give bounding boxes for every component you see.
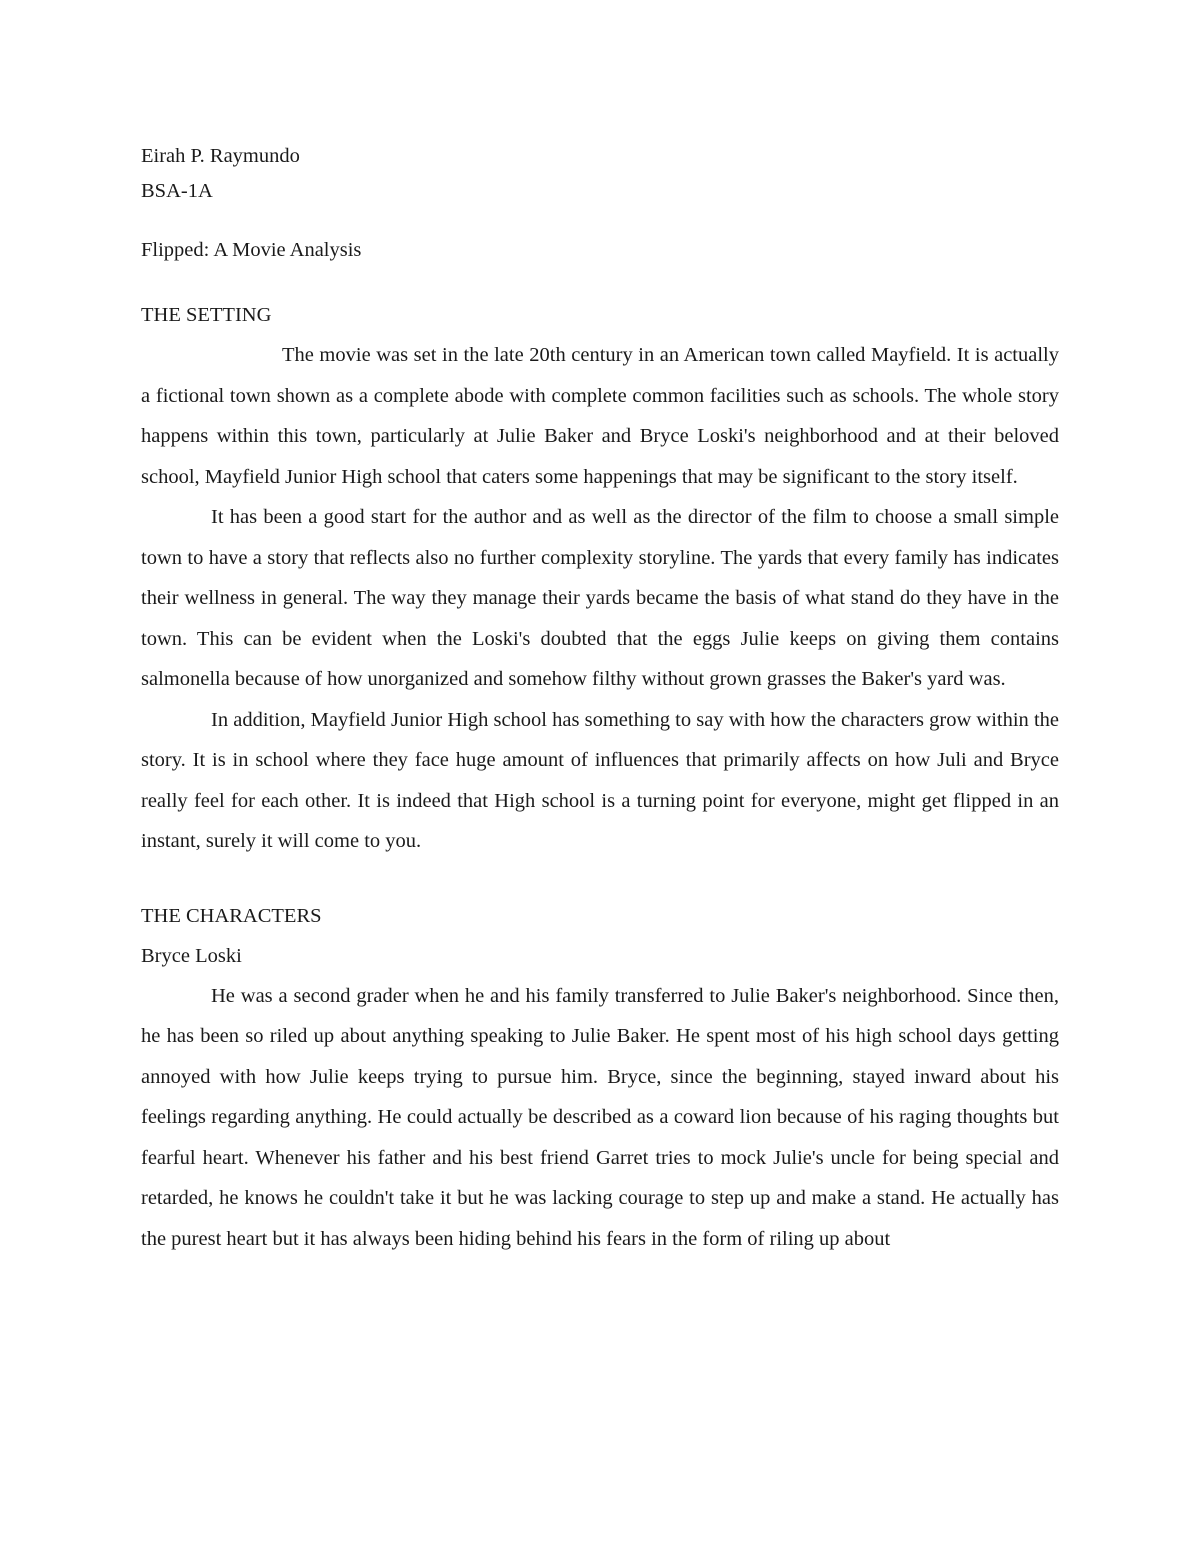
author-name: Eirah P. Raymundo: [141, 145, 300, 167]
document-page: [141, 139, 1059, 1259]
setting-heading: THE SETTING: [141, 304, 272, 326]
section-label: BSA-1A: [141, 180, 213, 202]
character-paragraph-1: He was a second grader when he and his family transferred to Julie Baker's neighborhood. Since then, he has been so riled up about anything speaking to Julie Baker. He spent most of his high school days getting annoyed with how Julie keeps trying to pursue him. Bryce, since the beginning, stayed inward about his feelings regarding anything. He could actually be described as a coward lion because of his raging thoughts but fearful heart. Whenever his father and his best friend Garret tries to mock Julie's uncle for being special and retarded, he knows he couldn't take it but he was lacking courage to step up and make a stand. He actually has the purest heart but it has always been hiding behind his fears in the form of riling up about: [141, 984, 1059, 1250]
characters-heading: THE CHARACTERS: [141, 904, 322, 927]
spacer: [141, 209, 1059, 233]
document-title: Flipped: A Movie Analysis: [141, 239, 362, 261]
setting-paragraph-3: In addition, Mayfield Junior High school has something to say with how the characters grow within the story. It is in school where they face huge amount of influences that primarily affects on how Juli and Bryce really feel for each other. It is indeed that High school is a turning point for everyone, might get flipped in an instant, surely it will come to you.: [141, 708, 1059, 852]
setting-paragraph-2: It has been a good start for the author and as well as the director of the film to choose a small simple town to have a story that reflects also no further complexity storyline. The yards that every family has indicates their wellness in general. The way they manage their yards became the basis of what stand do they have in the town. This can be evident when the Loski's doubted that the eggs Julie keeps on giving them contains salmonella because of how unorganized and somehow filthy without grown grasses the Baker's yard was.: [141, 506, 1059, 690]
character-name-bryce: Bryce Loski: [141, 944, 242, 967]
spacer: [141, 862, 1059, 896]
setting-paragraph-1: The movie was set in the late 20th century in an American town called Mayfield. It is actually a fictional town shown as a complete abode with complete common facilities such as schools. The whole story happens within this town, particularly at Julie Baker and Bryce Loski's neighborhood and at their beloved school, Mayfield Junior High school that caters some happenings that may be significant to the story itself.: [141, 344, 1059, 488]
spacer: [141, 268, 1059, 295]
